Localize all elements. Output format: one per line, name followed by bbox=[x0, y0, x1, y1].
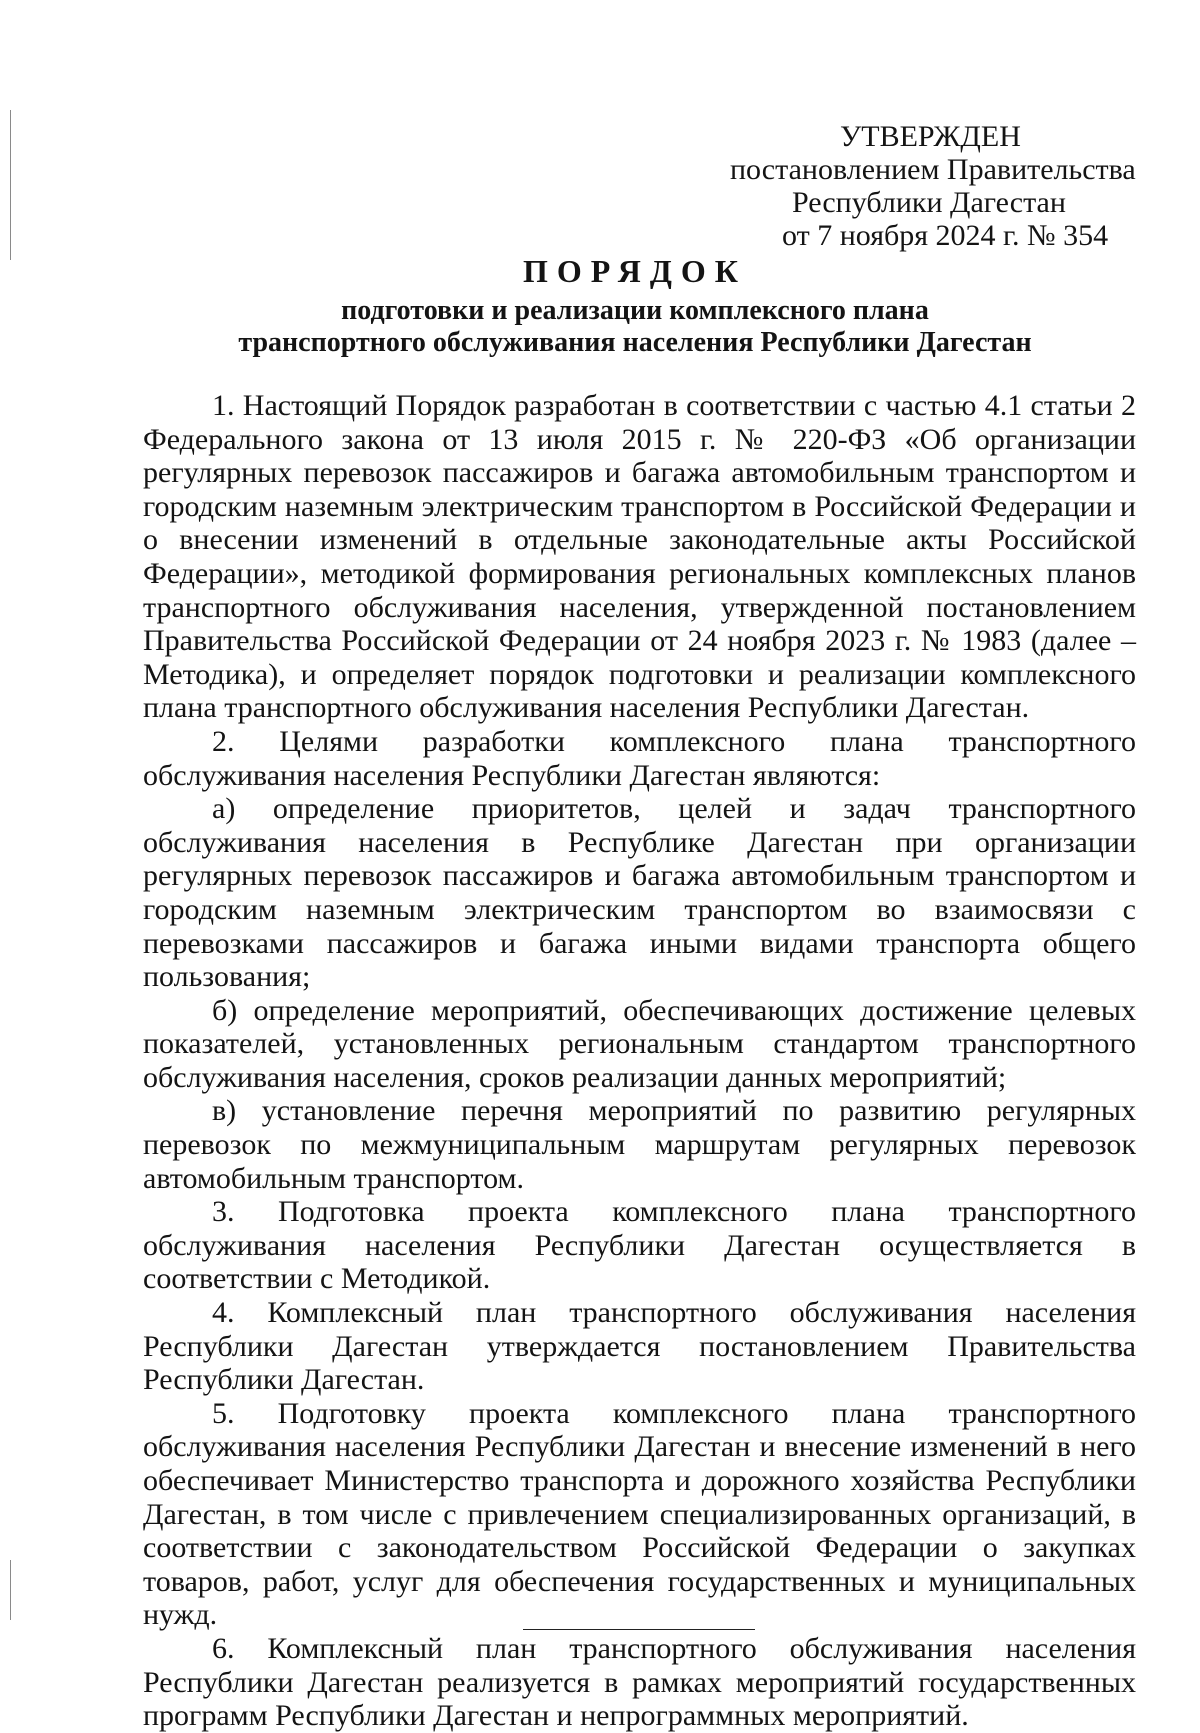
paragraph-2c: в) установление перечня мероприятий по развитию регулярных перевозок по межмуниципальным маршрутам регулярных перевозок автомобильным транспортом. bbox=[143, 1094, 1136, 1195]
paragraph-1: 1. Настоящий Порядок разработан в соответствии с частью 4.1 статьи 2 Федерального закона от 13 июля 2015 г. № 220-ФЗ «Об организации регулярных перевозок пассажиров и багажа автомобильным транспортом и городским наземным электрическим транспортом в Российской Федерации и о внесении изменений в отдельные законодательные акты Российской Федерации», методикой формирования региональных комплексных планов транспортного обслуживания населения, утвержденной постановлением Правительства Российской Федерации от 24 ноября 2023 г. № 1983 (далее – Методика), и определяет порядок подготовки и реализации комплексного плана транспортного обслуживания населения Республики Дагестан. bbox=[143, 389, 1136, 725]
paragraph-2b: б) определение мероприятий, обеспечивающих достижение целевых показателей, установленных региональным стандартом транспортного обслуживания населения, сроков реализации данных мероприятий; bbox=[143, 993, 1136, 1094]
approval-region: Республики Дагестан bbox=[792, 186, 1066, 219]
document-subtitle bbox=[140, 295, 1130, 359]
subtitle-line-2: транспортного обслуживания населения Республики Дагестан bbox=[238, 327, 1032, 358]
approval-stamp bbox=[730, 120, 1136, 252]
paragraph-3: 3. Подготовка проекта комплексного плана транспортного обслуживания населения Республики Дагестан осуществляется в соответствии с Методикой. bbox=[143, 1195, 1136, 1296]
paragraph-2a: а) определение приоритетов, целей и задач транспортного обслуживания населения в Республике Дагестан при организации регулярных перевозок пассажиров и багажа автомобильным транспортом и городским наземным электрическим транспортом во взаимосвязи с перевозками пассажиров и багажа иными видами транспорта общего пользования; bbox=[143, 792, 1136, 994]
paragraph-6: 6. Комплексный план транспортного обслуживания населения Республики Дагестан реализуется в рамках мероприятий государственных программ Республики Дагестан и непрограммных мероприятий. bbox=[143, 1631, 1136, 1733]
approval-authority: постановлением Правительства bbox=[730, 153, 1136, 186]
document-title: ПОРЯДОК bbox=[523, 253, 747, 289]
document-body bbox=[143, 389, 1136, 1733]
paragraph-2: 2. Целями разработки комплексного плана транспортного обслуживания населения Республики Дагестан являются: bbox=[143, 724, 1136, 792]
scan-edge-mark bbox=[10, 110, 11, 260]
paragraph-4: 4. Комплексный план транспортного обслуживания населения Республики Дагестан утверждается постановлением Правительства Республики Дагестан. bbox=[143, 1296, 1136, 1397]
scan-edge-mark bbox=[10, 1560, 11, 1620]
end-of-document-rule bbox=[523, 1629, 755, 1630]
subtitle-line-1: подготовки и реализации комплексного плана bbox=[341, 295, 929, 326]
approval-heading: УТВЕРЖДЕН bbox=[840, 120, 1021, 153]
approval-date-number: от 7 ноября 2024 г. № 354 bbox=[782, 219, 1109, 252]
paragraph-5: 5. Подготовку проекта комплексного плана транспортного обслуживания населения Республики Дагестан и внесение изменений в него обеспечивает Министерство транспорта и дорожного хозяйства Республики Дагестан, в том числе с привлечением специализированных организаций, в соответствии с законодательством Российской Федерации о закупках товаров, работ, услуг для обеспечения государственных и муниципальных нужд. bbox=[143, 1396, 1136, 1632]
